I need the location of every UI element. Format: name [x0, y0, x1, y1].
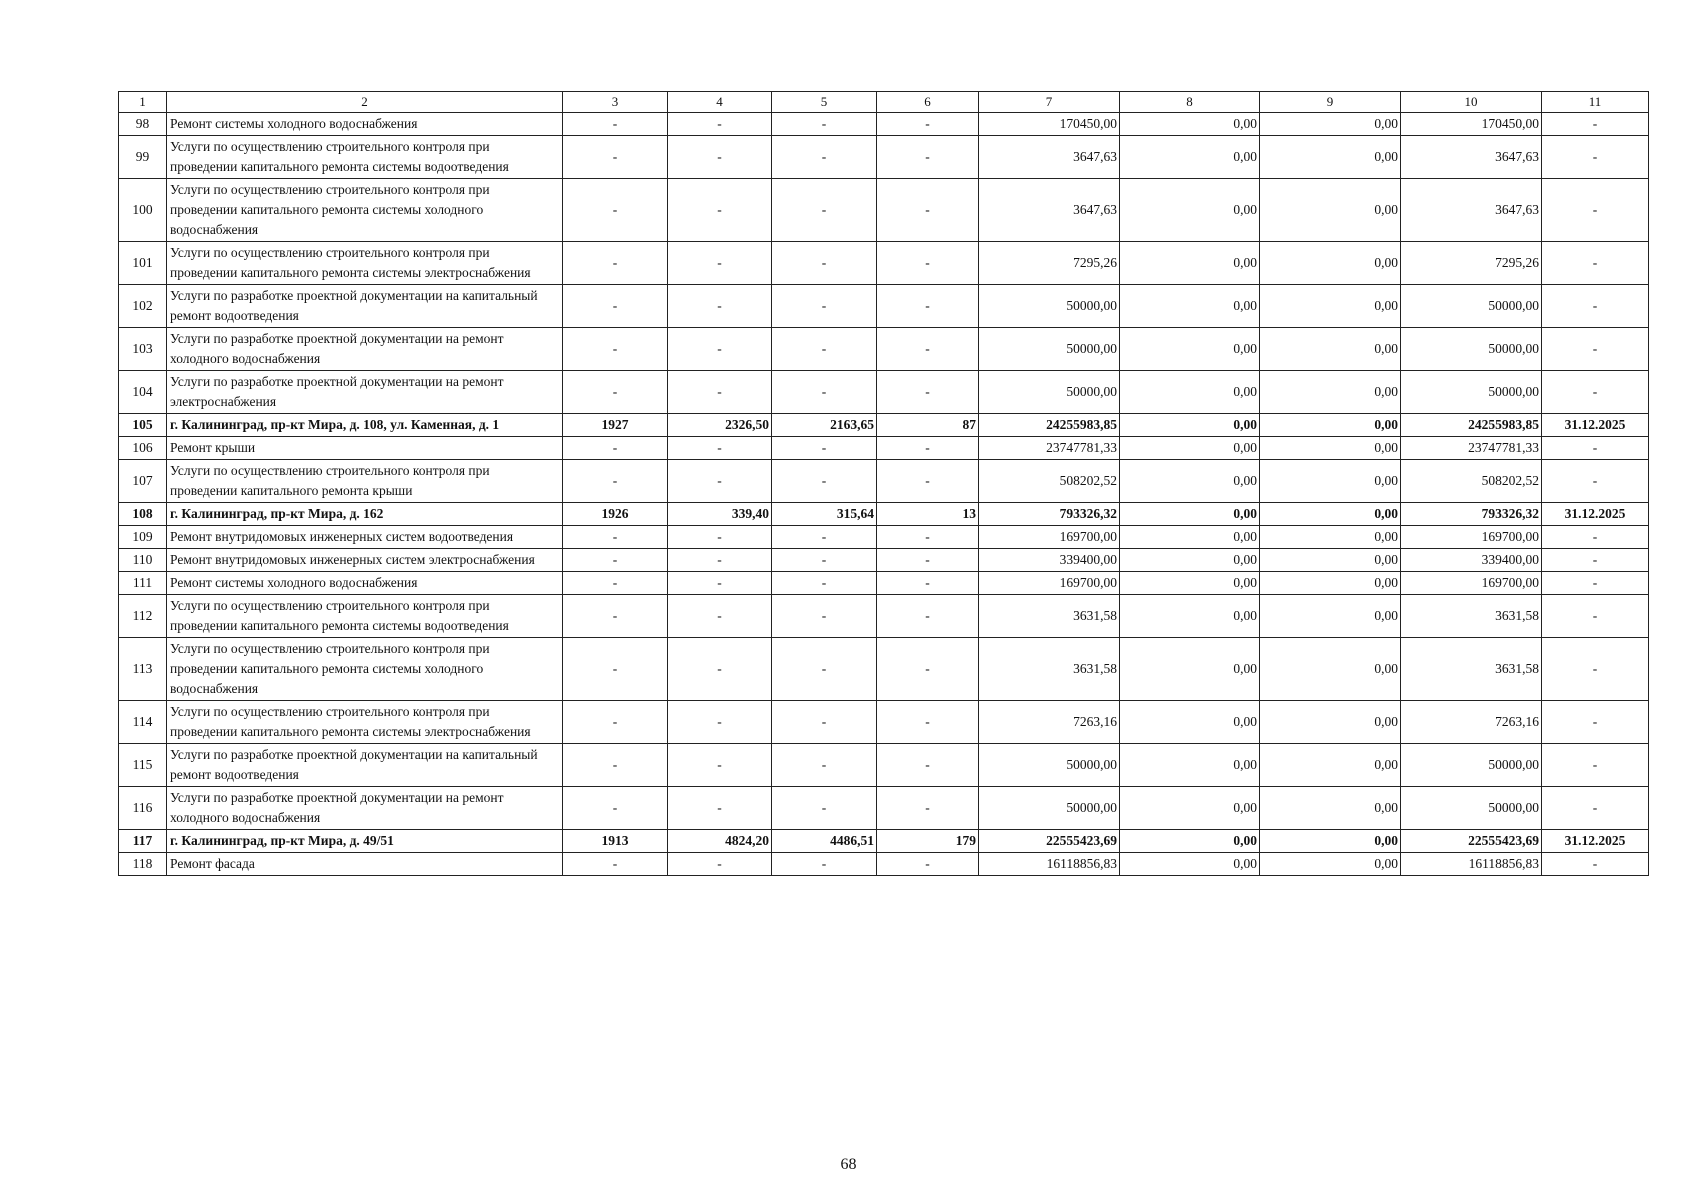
col-8-value: 0,00: [1120, 136, 1260, 179]
col-5-value: -: [772, 328, 877, 371]
col-9-value: 0,00: [1260, 414, 1401, 437]
col-4-value: -: [668, 179, 772, 242]
col-7-value: 50000,00: [979, 744, 1120, 787]
table-row: [119, 242, 1649, 285]
col-9-value: 0,00: [1260, 787, 1401, 830]
col-7-value: 23747781,33: [979, 437, 1120, 460]
col-4-value: -: [668, 437, 772, 460]
col-7-value: 169700,00: [979, 526, 1120, 549]
col-4-value: 4824,20: [668, 830, 772, 853]
col-6-value: -: [877, 179, 979, 242]
header-cell-3: 3: [563, 92, 668, 113]
col-3-value: -: [563, 572, 668, 595]
col-10-value: 50000,00: [1401, 744, 1542, 787]
row-number: 114: [119, 701, 167, 744]
table-row: [119, 787, 1649, 830]
col-4-value: 2326,50: [668, 414, 772, 437]
work-description: Услуги по осуществлению строительного контроля при проведении капитального ремонта системы холодного водоснабжения: [167, 179, 563, 242]
row-number: 113: [119, 638, 167, 701]
table-row: [119, 595, 1649, 638]
col-10-value: 3631,58: [1401, 595, 1542, 638]
col-7-value: 22555423,69: [979, 830, 1120, 853]
work-description: Ремонт фасада: [167, 853, 563, 876]
col-8-value: 0,00: [1120, 328, 1260, 371]
col-9-value: 0,00: [1260, 549, 1401, 572]
col-3-value: 1913: [563, 830, 668, 853]
col-4-value: -: [668, 328, 772, 371]
col-7-value: 3647,63: [979, 179, 1120, 242]
col-11-value: 31.12.2025: [1542, 414, 1649, 437]
col-3-value: -: [563, 595, 668, 638]
row-number: 102: [119, 285, 167, 328]
col-5-value: -: [772, 371, 877, 414]
col-6-value: 179: [877, 830, 979, 853]
col-7-value: 169700,00: [979, 572, 1120, 595]
row-number: 109: [119, 526, 167, 549]
col-8-value: 0,00: [1120, 179, 1260, 242]
col-11-value: -: [1542, 285, 1649, 328]
row-number: 118: [119, 853, 167, 876]
col-8-value: 0,00: [1120, 526, 1260, 549]
work-description: Услуги по осуществлению строительного контроля при проведении капитального ремонта системы холодного водоснабжения: [167, 638, 563, 701]
col-8-value: 0,00: [1120, 638, 1260, 701]
table-row: [119, 638, 1649, 701]
col-3-value: -: [563, 371, 668, 414]
col-9-value: 0,00: [1260, 503, 1401, 526]
col-9-value: 0,00: [1260, 437, 1401, 460]
col-11-value: -: [1542, 242, 1649, 285]
col-11-value: -: [1542, 460, 1649, 503]
col-6-value: -: [877, 853, 979, 876]
col-11-value: 31.12.2025: [1542, 503, 1649, 526]
col-11-value: -: [1542, 595, 1649, 638]
col-5-value: -: [772, 460, 877, 503]
col-6-value: -: [877, 701, 979, 744]
col-4-value: -: [668, 572, 772, 595]
col-4-value: -: [668, 595, 772, 638]
col-10-value: 50000,00: [1401, 371, 1542, 414]
row-number: 116: [119, 787, 167, 830]
col-10-value: 50000,00: [1401, 328, 1542, 371]
header-cell-9: 9: [1260, 92, 1401, 113]
col-8-value: 0,00: [1120, 787, 1260, 830]
col-6-value: 87: [877, 414, 979, 437]
header-cell-4: 4: [668, 92, 772, 113]
col-9-value: 0,00: [1260, 572, 1401, 595]
col-4-value: -: [668, 701, 772, 744]
col-11-value: -: [1542, 638, 1649, 701]
col-8-value: 0,00: [1120, 437, 1260, 460]
header-cell-7: 7: [979, 92, 1120, 113]
header-cell-8: 8: [1120, 92, 1260, 113]
col-4-value: -: [668, 136, 772, 179]
col-5-value: -: [772, 638, 877, 701]
address-row: [119, 414, 1649, 437]
col-3-value: -: [563, 437, 668, 460]
col-3-value: -: [563, 526, 668, 549]
col-7-value: 16118856,83: [979, 853, 1120, 876]
col-9-value: 0,00: [1260, 242, 1401, 285]
col-7-value: 339400,00: [979, 549, 1120, 572]
address-row: [119, 830, 1649, 853]
col-5-value: -: [772, 701, 877, 744]
col-4-value: -: [668, 242, 772, 285]
col-6-value: -: [877, 638, 979, 701]
work-description: Ремонт системы холодного водоснабжения: [167, 113, 563, 136]
col-10-value: 339400,00: [1401, 549, 1542, 572]
col-4-value: -: [668, 285, 772, 328]
table-row: [119, 549, 1649, 572]
col-6-value: -: [877, 744, 979, 787]
col-7-value: 50000,00: [979, 787, 1120, 830]
col-7-value: 50000,00: [979, 371, 1120, 414]
col-5-value: 2163,65: [772, 414, 877, 437]
col-5-value: -: [772, 179, 877, 242]
row-number: 99: [119, 136, 167, 179]
work-description: Услуги по осуществлению строительного контроля при проведении капитального ремонта системы водоотведения: [167, 136, 563, 179]
work-description: Услуги по разработке проектной документации на капитальный ремонт водоотведения: [167, 744, 563, 787]
col-5-value: -: [772, 113, 877, 136]
table-row: [119, 136, 1649, 179]
row-number: 100: [119, 179, 167, 242]
col-10-value: 7295,26: [1401, 242, 1542, 285]
col-6-value: -: [877, 371, 979, 414]
col-7-value: 3631,58: [979, 595, 1120, 638]
col-8-value: 0,00: [1120, 853, 1260, 876]
row-number: 98: [119, 113, 167, 136]
col-7-value: 7263,16: [979, 701, 1120, 744]
col-7-value: 50000,00: [979, 328, 1120, 371]
col-8-value: 0,00: [1120, 701, 1260, 744]
col-10-value: 50000,00: [1401, 787, 1542, 830]
col-8-value: 0,00: [1120, 460, 1260, 503]
table-row: [119, 460, 1649, 503]
col-11-value: -: [1542, 526, 1649, 549]
col-3-value: -: [563, 328, 668, 371]
col-10-value: 3647,63: [1401, 136, 1542, 179]
col-8-value: 0,00: [1120, 285, 1260, 328]
col-11-value: -: [1542, 371, 1649, 414]
col-7-value: 793326,32: [979, 503, 1120, 526]
work-description: Ремонт системы холодного водоснабжения: [167, 572, 563, 595]
col-4-value: -: [668, 549, 772, 572]
row-number: 105: [119, 414, 167, 437]
col-11-value: -: [1542, 179, 1649, 242]
col-3-value: -: [563, 787, 668, 830]
col-5-value: -: [772, 242, 877, 285]
col-6-value: -: [877, 437, 979, 460]
col-6-value: -: [877, 113, 979, 136]
col-9-value: 0,00: [1260, 136, 1401, 179]
table-row: [119, 113, 1649, 136]
col-5-value: -: [772, 549, 877, 572]
col-9-value: 0,00: [1260, 595, 1401, 638]
table-row: [119, 701, 1649, 744]
col-4-value: 339,40: [668, 503, 772, 526]
col-3-value: -: [563, 179, 668, 242]
col-11-value: -: [1542, 328, 1649, 371]
row-number: 111: [119, 572, 167, 595]
col-3-value: -: [563, 744, 668, 787]
col-11-value: -: [1542, 787, 1649, 830]
col-7-value: 508202,52: [979, 460, 1120, 503]
work-description: Услуги по разработке проектной документации на ремонт холодного водоснабжения: [167, 787, 563, 830]
header-cell-10: 10: [1401, 92, 1542, 113]
col-5-value: -: [772, 285, 877, 328]
col-7-value: 7295,26: [979, 242, 1120, 285]
col-6-value: -: [877, 526, 979, 549]
col-3-value: -: [563, 242, 668, 285]
table-row: [119, 437, 1649, 460]
col-4-value: -: [668, 787, 772, 830]
address-row: [119, 503, 1649, 526]
col-9-value: 0,00: [1260, 113, 1401, 136]
row-number: 112: [119, 595, 167, 638]
row-number: 106: [119, 437, 167, 460]
table-body: [119, 92, 1649, 876]
col-5-value: 4486,51: [772, 830, 877, 853]
work-description: Услуги по осуществлению строительного контроля при проведении капитального ремонта системы электроснабжения: [167, 701, 563, 744]
col-6-value: -: [877, 572, 979, 595]
work-description: г. Калининград, пр-кт Мира, д. 162: [167, 503, 563, 526]
work-description: г. Калининград, пр-кт Мира, д. 49/51: [167, 830, 563, 853]
col-6-value: -: [877, 136, 979, 179]
col-10-value: 22555423,69: [1401, 830, 1542, 853]
col-9-value: 0,00: [1260, 744, 1401, 787]
col-6-value: 13: [877, 503, 979, 526]
work-description: Услуги по осуществлению строительного контроля при проведении капитального ремонта системы электроснабжения: [167, 242, 563, 285]
col-5-value: -: [772, 744, 877, 787]
col-10-value: 169700,00: [1401, 526, 1542, 549]
col-9-value: 0,00: [1260, 285, 1401, 328]
col-4-value: -: [668, 638, 772, 701]
col-6-value: -: [877, 285, 979, 328]
col-7-value: 24255983,85: [979, 414, 1120, 437]
col-3-value: -: [563, 853, 668, 876]
col-11-value: -: [1542, 572, 1649, 595]
work-description: Ремонт внутридомовых инженерных систем электроснабжения: [167, 549, 563, 572]
col-6-value: -: [877, 595, 979, 638]
col-6-value: -: [877, 787, 979, 830]
col-11-value: -: [1542, 701, 1649, 744]
page-number: 68: [840, 1156, 857, 1173]
col-6-value: -: [877, 328, 979, 371]
col-11-value: -: [1542, 744, 1649, 787]
col-9-value: 0,00: [1260, 830, 1401, 853]
row-number: 117: [119, 830, 167, 853]
header-cell-1: 1: [119, 92, 167, 113]
col-9-value: 0,00: [1260, 371, 1401, 414]
col-3-value: -: [563, 638, 668, 701]
col-6-value: -: [877, 460, 979, 503]
col-5-value: -: [772, 853, 877, 876]
col-4-value: -: [668, 744, 772, 787]
col-3-value: -: [563, 113, 668, 136]
col-5-value: -: [772, 595, 877, 638]
col-10-value: 3647,63: [1401, 179, 1542, 242]
col-4-value: -: [668, 113, 772, 136]
col-5-value: -: [772, 572, 877, 595]
col-8-value: 0,00: [1120, 414, 1260, 437]
row-number: 103: [119, 328, 167, 371]
row-number: 104: [119, 371, 167, 414]
col-10-value: 16118856,83: [1401, 853, 1542, 876]
col-5-value: -: [772, 526, 877, 549]
work-description: Услуги по осуществлению строительного контроля при проведении капитального ремонта крыши: [167, 460, 563, 503]
col-5-value: -: [772, 787, 877, 830]
col-7-value: 3647,63: [979, 136, 1120, 179]
col-3-value: -: [563, 136, 668, 179]
table-row: [119, 744, 1649, 787]
col-9-value: 0,00: [1260, 328, 1401, 371]
table-row: [119, 179, 1649, 242]
col-10-value: 23747781,33: [1401, 437, 1542, 460]
table-row: [119, 285, 1649, 328]
col-9-value: 0,00: [1260, 701, 1401, 744]
col-3-value: -: [563, 701, 668, 744]
col-8-value: 0,00: [1120, 113, 1260, 136]
row-number: 107: [119, 460, 167, 503]
table-row: [119, 328, 1649, 371]
col-5-value: -: [772, 136, 877, 179]
col-8-value: 0,00: [1120, 830, 1260, 853]
col-4-value: -: [668, 853, 772, 876]
col-6-value: -: [877, 242, 979, 285]
work-description: Услуги по разработке проектной документации на капитальный ремонт водоотведения: [167, 285, 563, 328]
row-number: 108: [119, 503, 167, 526]
table-row: [119, 371, 1649, 414]
col-11-value: -: [1542, 113, 1649, 136]
col-8-value: 0,00: [1120, 572, 1260, 595]
col-3-value: -: [563, 460, 668, 503]
col-4-value: -: [668, 526, 772, 549]
col-6-value: -: [877, 549, 979, 572]
col-10-value: 170450,00: [1401, 113, 1542, 136]
col-11-value: 31.12.2025: [1542, 830, 1649, 853]
col-5-value: 315,64: [772, 503, 877, 526]
col-9-value: 0,00: [1260, 853, 1401, 876]
col-7-value: 50000,00: [979, 285, 1120, 328]
row-number: 110: [119, 549, 167, 572]
col-3-value: 1926: [563, 503, 668, 526]
col-3-value: -: [563, 549, 668, 572]
work-description: г. Калининград, пр-кт Мира, д. 108, ул. Каменная, д. 1: [167, 414, 563, 437]
col-3-value: 1927: [563, 414, 668, 437]
col-8-value: 0,00: [1120, 549, 1260, 572]
row-number: 101: [119, 242, 167, 285]
col-7-value: 170450,00: [979, 113, 1120, 136]
work-description: Услуги по осуществлению строительного контроля при проведении капитального ремонта системы водоотведения: [167, 595, 563, 638]
col-10-value: 50000,00: [1401, 285, 1542, 328]
col-10-value: 24255983,85: [1401, 414, 1542, 437]
header-cell-5: 5: [772, 92, 877, 113]
col-10-value: 7263,16: [1401, 701, 1542, 744]
col-5-value: -: [772, 437, 877, 460]
col-8-value: 0,00: [1120, 242, 1260, 285]
col-9-value: 0,00: [1260, 638, 1401, 701]
header-row: [119, 92, 1649, 113]
work-description: Услуги по разработке проектной документации на ремонт холодного водоснабжения: [167, 328, 563, 371]
col-11-value: -: [1542, 549, 1649, 572]
header-cell-11: 11: [1542, 92, 1649, 113]
work-description: Ремонт крыши: [167, 437, 563, 460]
col-11-value: -: [1542, 437, 1649, 460]
col-9-value: 0,00: [1260, 179, 1401, 242]
col-8-value: 0,00: [1120, 595, 1260, 638]
col-10-value: 3631,58: [1401, 638, 1542, 701]
col-10-value: 508202,52: [1401, 460, 1542, 503]
col-11-value: -: [1542, 853, 1649, 876]
col-7-value: 3631,58: [979, 638, 1120, 701]
repair-program-table: [118, 91, 1649, 876]
col-4-value: -: [668, 371, 772, 414]
col-10-value: 169700,00: [1401, 572, 1542, 595]
col-10-value: 793326,32: [1401, 503, 1542, 526]
col-8-value: 0,00: [1120, 503, 1260, 526]
col-8-value: 0,00: [1120, 371, 1260, 414]
header-cell-2: 2: [167, 92, 563, 113]
col-8-value: 0,00: [1120, 744, 1260, 787]
row-number: 115: [119, 744, 167, 787]
col-9-value: 0,00: [1260, 526, 1401, 549]
table-row: [119, 853, 1649, 876]
col-4-value: -: [668, 460, 772, 503]
table-row: [119, 572, 1649, 595]
header-cell-6: 6: [877, 92, 979, 113]
col-3-value: -: [563, 285, 668, 328]
table-row: [119, 526, 1649, 549]
col-11-value: -: [1542, 136, 1649, 179]
work-description: Ремонт внутридомовых инженерных систем водоотведения: [167, 526, 563, 549]
work-description: Услуги по разработке проектной документации на ремонт электроснабжения: [167, 371, 563, 414]
col-9-value: 0,00: [1260, 460, 1401, 503]
